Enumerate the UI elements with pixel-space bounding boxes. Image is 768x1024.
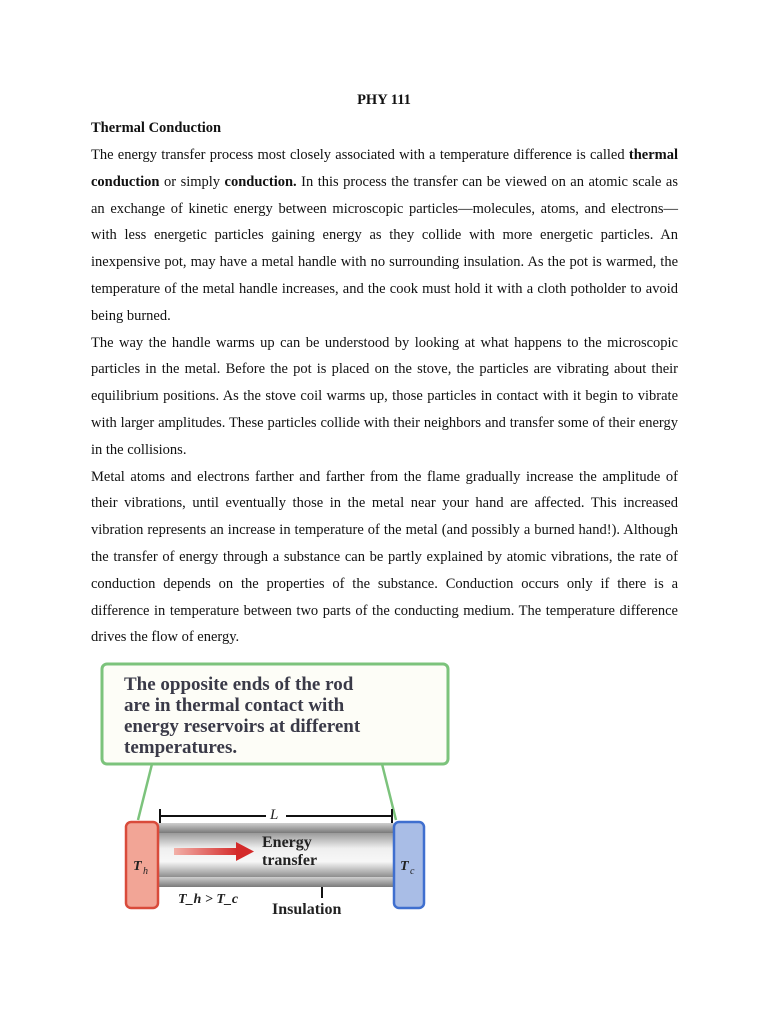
length-label: L: [270, 807, 279, 823]
hot-reservoir: [126, 822, 158, 908]
paragraph-1: [91, 142, 678, 330]
energy-label-line-1: Energy: [262, 834, 312, 851]
cold-temp-label: T: [400, 859, 409, 874]
p1-bold-term-2: conduction.: [224, 173, 297, 190]
callout-line-2: are in thermal contact with: [124, 695, 345, 716]
paragraph-2: The way the handle warms up can be understood by looking at what happens to the microscopic particles in the metal. Before the pot is placed on the stove, the particles are vibrating about their equilibrium positions. As the stove coil warms up, those particles in contact with it begin to vibrate with larger amplitudes. These particles collide with their neighbors and transfer some of their energy in the collisions.: [91, 334, 678, 458]
paragraph-3: Metal atoms and electrons farther and farther from the flame gradually increase the amplitude of their vibrations, until eventually those in the metal near your hand are affected. This increased vibration represents an increase in temperature of the metal (and possibly a burned hand!). Although the transfer of energy through a substance can be partly explained by atomic vibrations, the rate of conduction depends on the properties of the substance. Conduction occurs only if there is a difference in temperature between two parts of the conducting medium. The temperature difference drives the flow of energy.: [91, 468, 678, 646]
callout-line-4: temperatures.: [124, 737, 238, 758]
document-title: PHY 111: [357, 92, 411, 108]
insulation-label: Insulation: [272, 901, 342, 918]
callout-box: [102, 664, 448, 820]
cold-temp-subscript: c: [410, 866, 415, 877]
energy-label-line-2: transfer: [262, 852, 318, 869]
p1-text-2: or simply: [159, 173, 225, 190]
section-title: Thermal Conduction: [91, 120, 222, 136]
p1-text-1: The energy transfer process most closely associated with a temperature difference is called: [91, 147, 629, 163]
callout-line-1: The opposite ends of the rod: [124, 674, 354, 695]
hot-temp-label: T: [133, 859, 142, 874]
temperature-relation-label: T_h > T_c: [178, 892, 239, 907]
conduction-figure: [90, 656, 460, 918]
callout-line-3: energy reservoirs at different: [124, 716, 361, 737]
length-marker: [160, 806, 392, 823]
hot-temp-subscript: h: [143, 866, 148, 877]
conduction-diagram: [90, 656, 460, 918]
document-body: [91, 142, 678, 651]
p1-text-3: In this process the transfer can be viewed on an atomic scale as an exchange of kinetic energy between microscopic particles—molecules, atoms, and electrons—with less energetic particles gaining energy as they collide with more energetic particles. An inexpensive pot, may have a metal handle with no surrounding insulation. As the pot is warmed, the temperature of the metal handle increases, and the cook must hold it with a cloth potholder to avoid being burned.: [91, 173, 678, 324]
p1-bold-term-1: thermal conduction: [91, 147, 678, 190]
cold-reservoir: [394, 822, 424, 908]
